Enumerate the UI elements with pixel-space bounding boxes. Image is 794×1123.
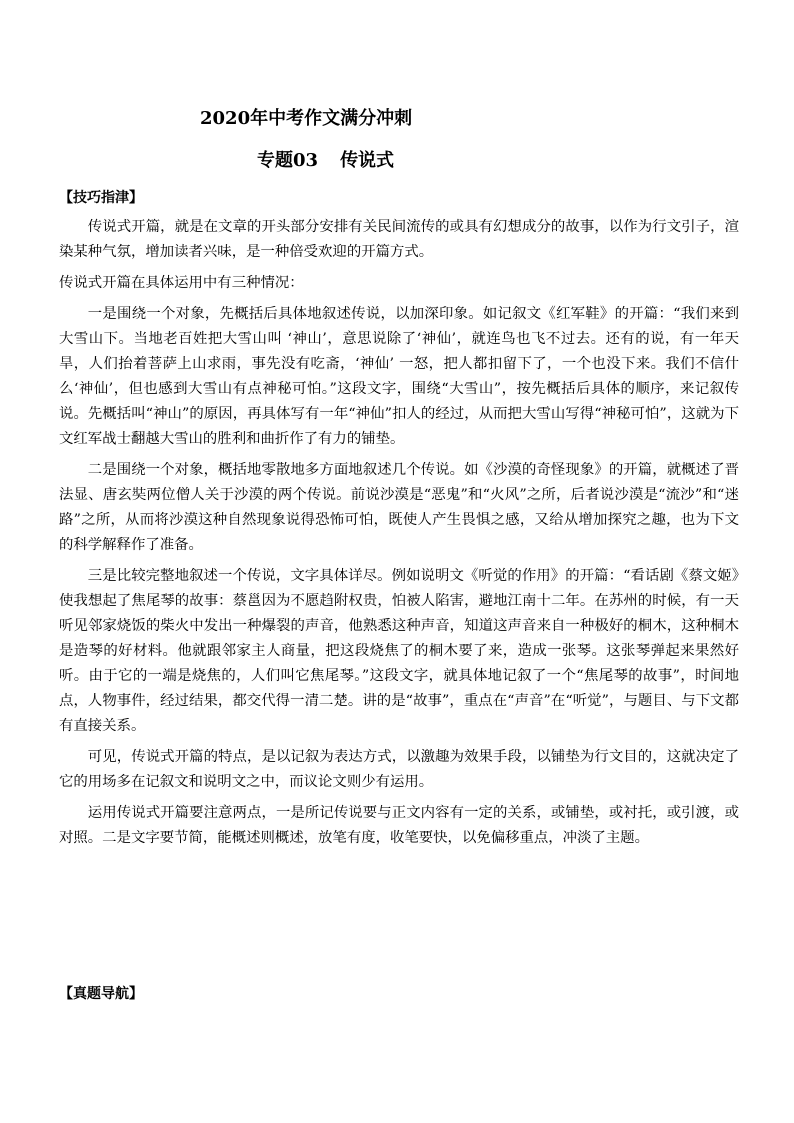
paragraph-case-three: 三是比较完整地叙述一个传说，文字具体详尽。例如说明文《听觉的作用》的开篇：“看话剧《蔡文姬》使我想起了焦尾琴的故事：蔡邕因为不愿趋附权贵，怕被人陷害，避地江南十二年。在苏州的时候，有一天听见邻家烧饭的柴火中发出一种爆裂的声音，他熟悉这种声音，知道这声音来自一种极好的桐木，这种桐木是造琴的好材料。他就跟邻家主人商量，把这段烧焦了的桐木要了来，造成一张琴。这张琴弹起来果然好听。由于它的一端是烧焦的，人们叫它焦尾琴。”这段文字，就具体地记叙了一个“焦尾琴的故事”，时间地点，人物事件，经过结果，都交代得一清二楚。讲的是“故事”，重点在“声音”在“听觉”，与题目、与下文都有直接关系。 xyxy=(59,568,739,734)
paragraph-three-cases: 传说式开篇在具体运用中有三种情况： xyxy=(59,275,304,291)
document-title: 2020年中考作文满分冲刺 xyxy=(200,108,413,129)
topic-number: 专题03 xyxy=(257,150,319,171)
topic-name: 传说式 xyxy=(340,150,395,171)
paragraph-intro: 传说式开篇，就是在文章的开头部分安排有关民间流传的或具有幻想成分的故事，以作为行文引子，渲染某种气氛，增加读者兴味，是一种倍受欢迎的开篇方式。 xyxy=(59,219,739,260)
section-heading-skill: 【技巧指津】 xyxy=(59,190,143,206)
section-heading-real: 【真题导航】 xyxy=(59,986,143,1002)
paragraph-case-one: 一是围绕一个对象，先概括后具体地叙述传说，以加深印象。如记叙文《红军鞋》的开篇：“我们来到大雪山下。当地老百姓把大雪山叫 ‘神山’，意思说除了‘神仙’，就连鸟也飞不过去。还有的说，有一年天旱，人们抬着菩萨上山求雨，事先没有吃斋，‘神仙’ 一怒，把人都扣留下了，一个也没下来。我们不信什么‘神仙’，但也感到大雪山有点神秘可怕。”这段文字，围绕“大雪山”，按先概括后具体的顺序，来记叙传说。先概括叫“神山”的原因，再具体写有一年“神仙”扣人的经过，从而把大雪山写得“神秘可怕”，这就为下文红军战士翻越大雪山的胜利和曲折作了有力的铺垫。 xyxy=(59,306,739,447)
paragraph-notes: 运用传说式开篇要注意两点，一是所记传说要与正文内容有一定的关系，或铺垫，或衬托，或引渡，或对照。二是文字要节简，能概述则概述，放笔有度，收笔要快，以免偏移重点，冲淡了主题。 xyxy=(59,805,739,846)
document-subtitle xyxy=(257,146,394,172)
paragraph-case-two: 二是围绕一个对象，概括地零散地多方面地叙述几个传说。如《沙漠的奇怪现象》的开篇，就概述了晋法显、唐玄奘两位僧人关于沙漠的两个传说。前说沙漠是“恶鬼”和“火风”之所，后者说沙漠是“流沙”和“迷路”之所，从而将沙漠这种自然现象说得恐怖可怕，既使人产生畏惧之感，又给从增加探究之趣，也为下文的科学解释作了准备。 xyxy=(59,462,739,553)
paragraph-features: 可见，传说式开篇的特点，是以记叙为表达方式，以激趣为效果手段，以铺垫为行文目的，这就决定了它的用场多在记叙文和说明文之中，而议论文则少有运用。 xyxy=(59,749,739,790)
document-body xyxy=(59,215,739,857)
